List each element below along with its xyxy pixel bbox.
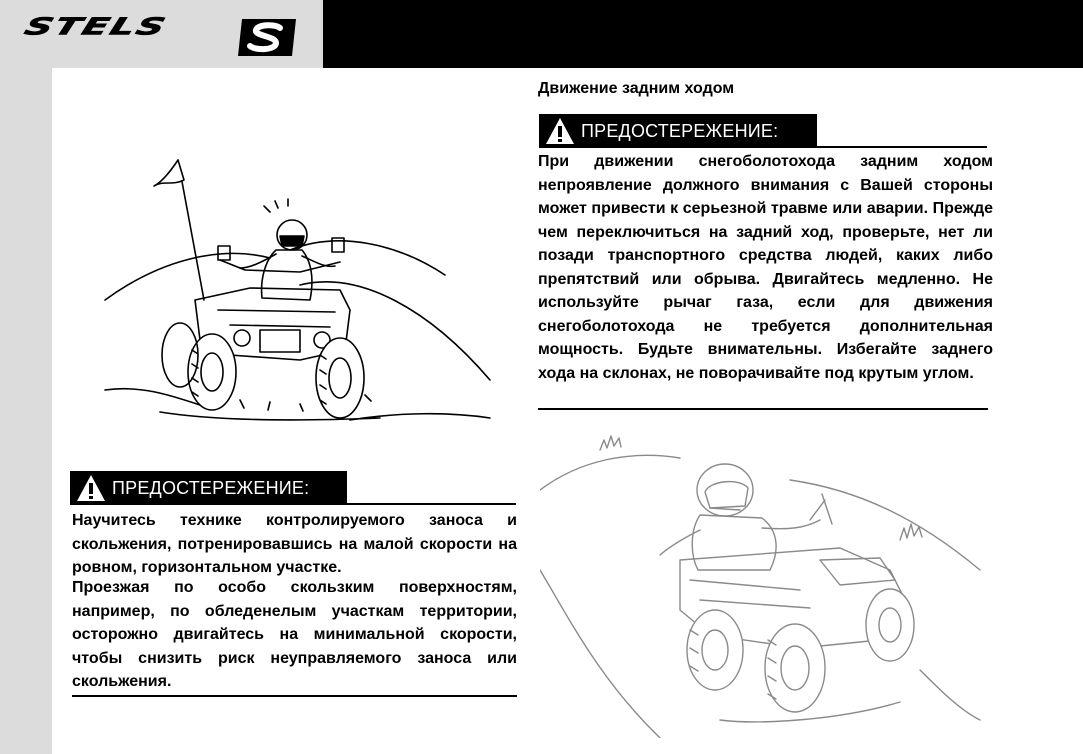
warning-triangle-icon bbox=[76, 474, 106, 502]
brand-logo-text: STELS bbox=[21, 13, 171, 41]
left-warning-underline bbox=[347, 503, 516, 505]
right-warning-box bbox=[539, 114, 817, 148]
atv-reversing-illustration bbox=[540, 420, 982, 738]
section-title: Движение задним ходом bbox=[538, 80, 735, 97]
left-warning-label: ПРЕДОСТЕРЕЖЕНИЕ: bbox=[112, 477, 310, 498]
left-warning-box bbox=[70, 471, 347, 505]
left-warning-paragraph-2: Проезжая по особо скользким поверхностям, например, по обледенелым участкам территории, осторожно двигайтесь на минимальной скорости, чтобы снизить риск неуправляемого заноса или скольжения. bbox=[72, 579, 517, 690]
warning-triangle-icon bbox=[545, 117, 575, 145]
right-warning-paragraph: При движении снегоболотохода задним ходом непроявление должного внимания с Вашей стороны может привести к серьезной травме или аварии. Прежде чем переключиться на задний ход, проверьте, нет ли позади транспортного средства людей, каких либо препятствий или обрыва. Двигайтесь медленно. Не используйте рычаг газа, если для движения снегоболотохода не требуется дополнительная мощность. Будьте внимательны. Избегайте заднего хода на склонах, не поворачивайте под крутым углом. bbox=[538, 153, 993, 382]
side-strip bbox=[0, 68, 52, 754]
right-warning-underline bbox=[817, 146, 987, 148]
logo-area bbox=[0, 0, 323, 68]
atv-rider-flag-illustration bbox=[100, 150, 495, 442]
right-warning-bottom-rule bbox=[538, 408, 988, 410]
left-warning-bottom-rule bbox=[72, 695, 517, 697]
brand-s-logo-icon bbox=[236, 15, 300, 60]
right-warning-label: ПРЕДОСТЕРЕЖЕНИЕ: bbox=[581, 120, 779, 141]
left-warning-paragraph-1: Научитесь технике контролируемого заноса и скольжения, потренировавшись на малой скорости на ровном, горизонтальном участке. bbox=[72, 512, 517, 576]
